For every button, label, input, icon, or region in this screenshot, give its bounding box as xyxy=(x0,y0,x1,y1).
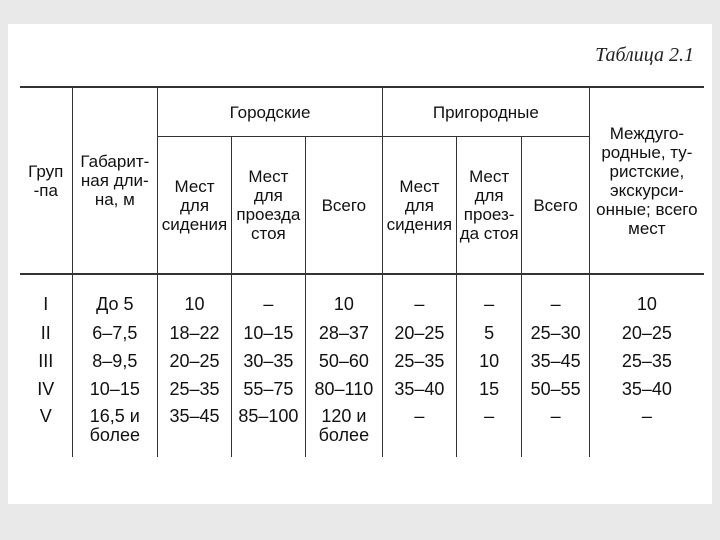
cell-suburban-seats: – xyxy=(382,403,456,457)
cell-intercity: 20–25 xyxy=(621,322,672,343)
header-suburban-standing: Мест для проез- да стоя xyxy=(456,137,522,275)
cell-suburban-total: – xyxy=(522,274,589,319)
cell-city-standing: 10–15 xyxy=(231,319,305,347)
table-row xyxy=(20,319,704,347)
cell-size: 10–15 xyxy=(72,375,158,403)
cell-suburban-seats: 20–25 xyxy=(382,319,456,347)
cell-size: До 5 xyxy=(72,274,158,319)
cell-city-seats: 20–25 xyxy=(158,347,232,375)
header-group: Груп -па xyxy=(20,87,72,274)
cell-suburban-seats: – xyxy=(382,274,456,319)
cell-suburban-total: 35–45 xyxy=(522,347,589,375)
table-row xyxy=(20,274,704,319)
cell-group: V xyxy=(20,403,72,457)
cell-size: 8–9,5 xyxy=(72,347,158,375)
cell-intercity: – xyxy=(641,406,652,426)
cell-city-seats: 35–45 xyxy=(158,403,232,457)
cell-city-seats: 18–22 xyxy=(158,319,232,347)
cell-size: 6–7,5 xyxy=(72,319,158,347)
cell-suburban-total: 50–55 xyxy=(522,375,589,403)
bus-capacity-table xyxy=(20,86,704,457)
cell-suburban-standing: 5 xyxy=(456,319,522,347)
cell-city-standing: 85–100 xyxy=(231,403,305,457)
cell-suburban-seats: 35–40 xyxy=(382,375,456,403)
cell-suburban-standing: – xyxy=(456,274,522,319)
cell-intercity: 35–40 xyxy=(621,378,672,399)
header-city-seats: Мест для сидения xyxy=(158,137,232,275)
table-caption: Таблица 2.1 xyxy=(595,44,694,66)
cell-city-standing: 55–75 xyxy=(231,375,305,403)
header-city: Городские xyxy=(158,87,383,137)
table-row xyxy=(20,403,704,457)
cell-group: I xyxy=(20,274,72,319)
cell-suburban-seats: 25–35 xyxy=(382,347,456,375)
cell-group: II xyxy=(20,319,72,347)
cell-size: 16,5 и более xyxy=(72,403,158,457)
cell-city-total: 80–110 xyxy=(305,375,382,403)
cell-suburban-standing: 15 xyxy=(456,375,522,403)
header-suburban: Пригородные xyxy=(382,87,589,137)
cell-city-seats: 10 xyxy=(158,274,232,319)
cell-suburban-standing: 10 xyxy=(456,347,522,375)
cell-group: IV xyxy=(20,375,72,403)
cell-group: III xyxy=(20,347,72,375)
cell-city-total: 10 xyxy=(305,274,382,319)
cell-suburban-total: 25–30 xyxy=(522,319,589,347)
cell-city-seats: 25–35 xyxy=(158,375,232,403)
cell-city-standing: – xyxy=(231,274,305,319)
document-page xyxy=(8,24,712,504)
cell-city-total: 28–37 xyxy=(305,319,382,347)
header-intercity: Междуго- родные, ту- ристские, экскурси- онные; всего мест xyxy=(589,87,704,274)
cell-intercity: 10 xyxy=(636,293,657,314)
header-city-standing: Мест для проезда стоя xyxy=(231,137,305,275)
header-city-total: Всего xyxy=(305,137,382,275)
table-row xyxy=(20,375,704,403)
header-size: Габарит- ная дли- на, м xyxy=(72,87,158,274)
cell-suburban-total: – xyxy=(522,403,589,457)
cell-city-total: 50–60 xyxy=(305,347,382,375)
header-suburban-total: Всего xyxy=(522,137,589,275)
cell-suburban-standing: – xyxy=(456,403,522,457)
cell-city-total: 120 и более xyxy=(305,403,382,457)
header-suburban-seats: Мест для сидения xyxy=(382,137,456,275)
table-row xyxy=(20,347,704,375)
cell-city-standing: 30–35 xyxy=(231,347,305,375)
cell-intercity: 25–35 xyxy=(621,350,672,371)
